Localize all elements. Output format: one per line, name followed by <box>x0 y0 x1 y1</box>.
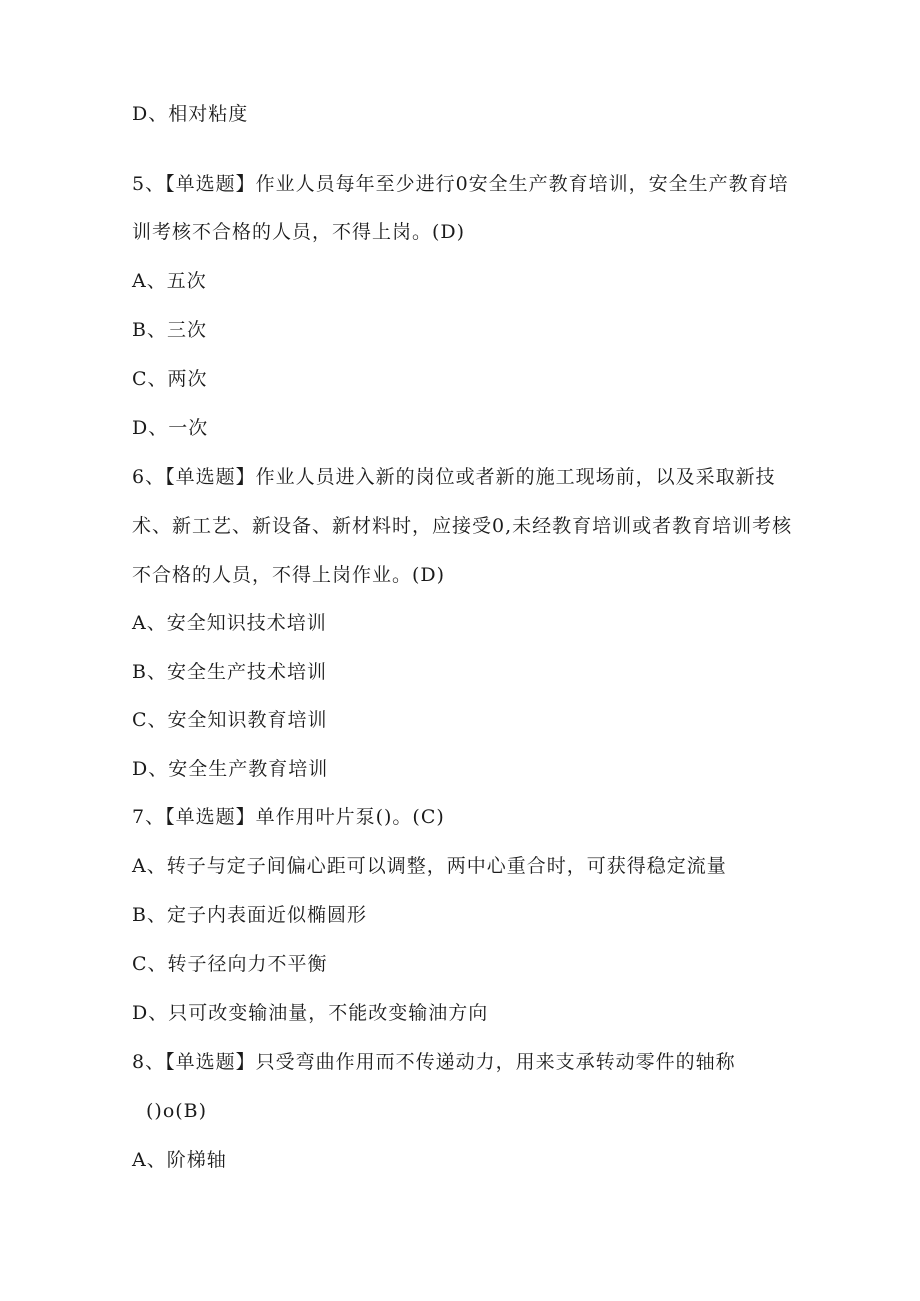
q6-stem-line-1: 6、【单选题】作业人员进入新的岗位或者新的施工现场前，以及采取新技 <box>132 466 776 488</box>
q5-option-b: B、三次 <box>132 319 207 341</box>
q6-stem-line-3: 不合格的人员，不得上岗作业。(D) <box>132 564 446 586</box>
q5-option-c: C、两次 <box>132 368 208 390</box>
q7-option-b: B、定子内表面近似椭圆形 <box>132 904 367 926</box>
q7-option-c: C、转子径向力不平衡 <box>132 953 328 975</box>
q7-option-a: A、转子与定子间偏心距可以调整，两中心重合时，可获得稳定流量 <box>132 855 727 877</box>
q6-option-c: C、安全知识教育培训 <box>132 709 328 731</box>
q5-stem-line-1: 5、【单选题】作业人员每年至少进行0安全生产教育培训，安全生产教育培 <box>132 173 789 195</box>
q6-option-a: A、安全知识技术培训 <box>132 612 327 634</box>
q4-option-d: D、相对粘度 <box>132 103 249 125</box>
q6-option-d: D、安全生产教育培训 <box>132 758 329 780</box>
q8-stem-line-1: 8、【单选题】只受弯曲作用而不传递动力，用来支承转动零件的轴称 <box>132 1051 736 1073</box>
q8-stem-line-2: ()o(B) <box>146 1100 208 1122</box>
q6-option-b: B、安全生产技术培训 <box>132 661 327 683</box>
q5-option-d: D、一次 <box>132 417 209 439</box>
q6-stem-line-2: 术、新工艺、新设备、新材料时，应接受0,未经教育培训或者教育培训考核 <box>132 515 793 537</box>
q5-option-a: A、五次 <box>132 270 207 292</box>
q7-stem-line-1: 7、【单选题】单作用叶片泵()。(C) <box>132 806 445 828</box>
q7-option-d: D、只可改变输油量，不能改变输油方向 <box>132 1002 489 1024</box>
q5-stem-line-2: 训考核不合格的人员，不得上岗。(D) <box>132 221 466 243</box>
q8-option-a: A、阶梯轴 <box>132 1149 227 1171</box>
